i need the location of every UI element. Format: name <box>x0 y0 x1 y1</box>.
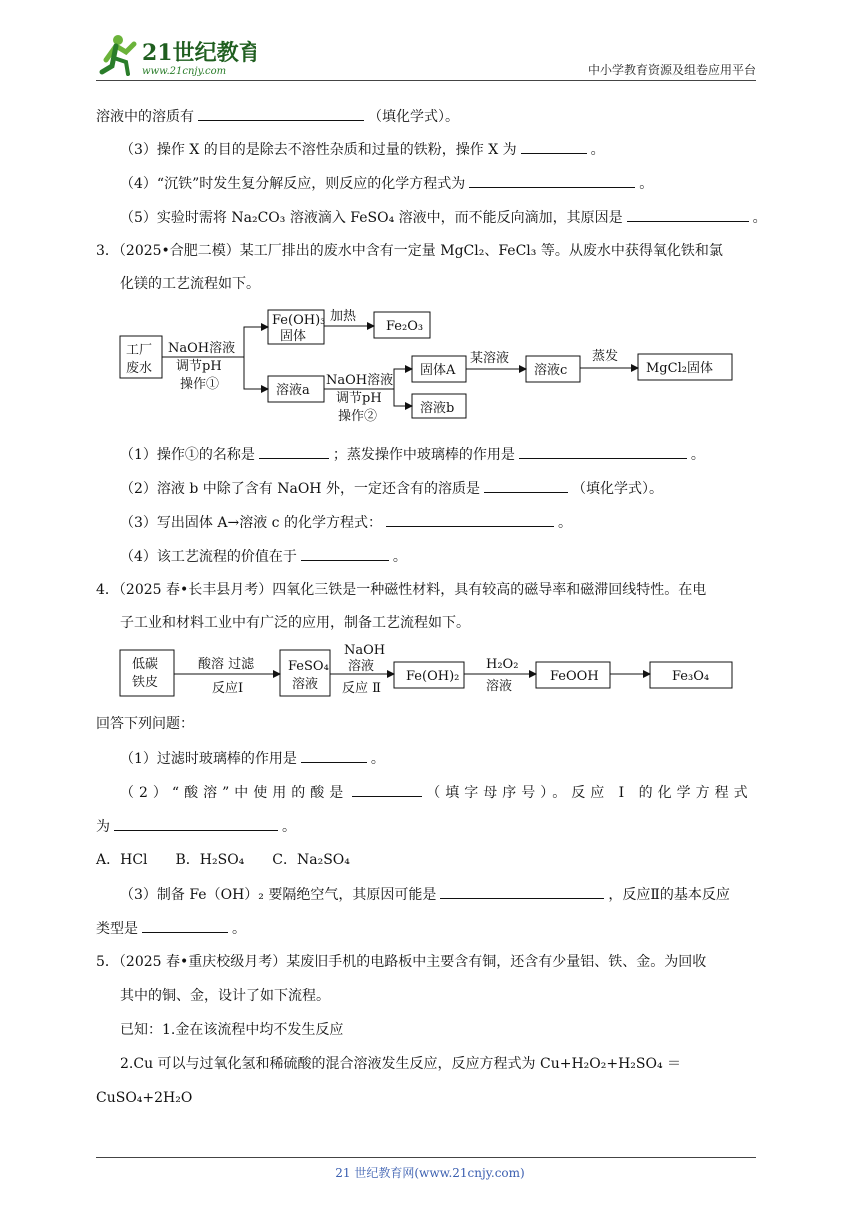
header-divider <box>96 80 756 81</box>
answer-blank[interactable] <box>627 207 749 222</box>
step2-op: 操作② <box>338 409 378 424</box>
footer-divider <box>96 1157 756 1158</box>
logo-url: www.21cnjy.com <box>142 66 227 77</box>
flowchart-1 <box>116 302 756 431</box>
step1-reagent: NaOH溶液 <box>168 341 236 356</box>
logo <box>96 32 256 78</box>
text-line: （3）写出固体 A→溶液 c 的化学方程式： 。 <box>120 512 790 533</box>
answer-blank[interactable] <box>352 782 422 797</box>
fe2o3-label: Fe₂O₃ <box>386 319 424 334</box>
mgcl2-label: MgCl₂固体 <box>646 361 713 376</box>
step1-label: 酸溶 过滤 <box>198 657 255 672</box>
text-line: （2）“酸溶”中使用的酸是 （填字母序号）。反应 Ⅰ 的化学方程式 <box>120 782 790 803</box>
text-line: （4）该工艺流程的价值在于 。 <box>120 546 790 567</box>
answer-blank[interactable] <box>440 884 604 899</box>
text-line: （4）“沉铁”时发生复分解反应，则反应的化学方程式为 。 <box>120 173 790 194</box>
step1-ph: 调节pH <box>176 359 222 374</box>
answer-blank[interactable] <box>386 512 554 527</box>
feoh3-label: Fe(OH)₃ <box>272 313 326 328</box>
text-line: （3）操作 X 的目的是除去不溶性杂质和过量的铁粉，操作 X 为 。 <box>120 139 790 160</box>
question-4-options: A．HCl B．H₂SO₄ C．Na₂SO₄ <box>96 852 350 868</box>
text-line: （2）溶液 b 中除了含有 NaOH 外，一定还含有的溶质是 （填化学式）。 <box>120 478 790 499</box>
feooh-label: FeOOH <box>550 669 599 684</box>
step2-state: 溶液 <box>348 659 375 674</box>
waste-label-2: 废水 <box>126 361 153 376</box>
text-line: （3）制备 Fe（OH）₂ 要隔绝空气，其原因可能是 ，反应Ⅱ的基本反应 <box>120 884 790 905</box>
step2-ph: 调节pH <box>336 391 382 406</box>
question-4-stem: 4．（2025 春•长丰县月考）四氧化三铁是一种磁性材料，具有较高的磁导率和磁滞回线特性。在电 <box>96 582 707 598</box>
reagent-label: 某溶液 <box>470 351 510 366</box>
step2-reagent: NaOH溶液 <box>326 373 394 388</box>
h2o2-state: 溶液 <box>486 679 513 694</box>
feoh3-state: 固体 <box>280 329 307 344</box>
answer-blank[interactable] <box>114 816 278 831</box>
sol-b-label: 溶液b <box>420 401 455 416</box>
text-line: 溶液中的溶质有 （填化学式）。 <box>96 106 766 127</box>
heat-label: 加热 <box>330 309 357 324</box>
text-line: （5）实验时需将 Na₂CO₃ 溶液滴入 FeSO₄ 溶液中，而不能反向滴加，其原因是 。 <box>120 207 790 228</box>
sol-c-label: 溶液c <box>534 363 568 378</box>
question-3-stem-cont: 化镁的工艺流程如下。 <box>120 276 260 292</box>
flowchart-2 <box>116 640 756 710</box>
footer-text: 21 世纪教育网(www.21cnjy.com) <box>335 1166 525 1180</box>
step2-reagent: NaOH <box>344 643 386 658</box>
fe3o4-label: Fe₃O₄ <box>672 669 710 684</box>
known-2: 2.Cu 可以与过氧化氢和稀硫酸的混合溶液发生反应，反应方程式为 Cu+H₂O₂+H₂SO₄ ＝ <box>120 1056 682 1072</box>
question-5-stem-cont: 其中的铜、金，设计了如下流程。 <box>120 988 330 1004</box>
feoh2-label: Fe(OH)₂ <box>406 669 460 684</box>
feso4-state: 溶液 <box>292 677 319 692</box>
platform-name: 中小学教育资源及组卷应用平台 <box>587 63 756 77</box>
logo-runner-icon <box>96 32 256 78</box>
reaction-2-label: 反应 Ⅱ <box>342 681 381 696</box>
answer-blank[interactable] <box>301 748 367 763</box>
answer-blank[interactable] <box>484 478 568 493</box>
logo-text: 21世纪教育 <box>142 40 256 66</box>
text-line: （1）操作①的名称是 ；蒸发操作中玻璃棒的作用是 。 <box>120 444 790 465</box>
answer-blank[interactable] <box>519 444 687 459</box>
known-1: 已知：1.金在该流程中均不发生反应 <box>120 1022 344 1038</box>
answer-blank[interactable] <box>521 139 587 154</box>
answer-blank[interactable] <box>198 106 364 121</box>
reaction-1-label: 反应I <box>212 681 244 696</box>
text-line: 类型是 。 <box>96 918 766 939</box>
start-label-2: 铁皮 <box>132 675 159 690</box>
question-4-intro: 回答下列问题： <box>96 716 194 732</box>
sol-a-label: 溶液a <box>276 383 310 398</box>
waste-label-1: 工厂 <box>126 343 153 358</box>
answer-blank[interactable] <box>469 173 635 188</box>
evap-label: 蒸发 <box>592 349 619 364</box>
solid-a-label: 固体A <box>420 363 456 378</box>
known-2-cont: CuSO₄+2H₂O <box>96 1090 193 1106</box>
text-line: （1）过滤时玻璃棒的作用是 。 <box>120 748 790 769</box>
answer-blank[interactable] <box>142 918 228 933</box>
answer-blank[interactable] <box>259 444 329 459</box>
question-3-stem: 3．（2025•合肥二模）某工厂排出的废水中含有一定量 MgCl₂、FeCl₃ 等。从废水中获得氧化铁和氯 <box>96 243 723 259</box>
answer-blank[interactable] <box>301 546 389 561</box>
question-4-stem-cont: 子工业和材料工业中有广泛的应用，制备工艺流程如下。 <box>120 615 470 631</box>
h2o2-label: H₂O₂ <box>486 657 519 672</box>
question-5-stem: 5．（2025 春•重庆校级月考）某废旧手机的电路板中主要含有铜，还含有少量铝、铁、金。为回收 <box>96 954 707 970</box>
text-line: 为 。 <box>96 816 766 837</box>
step1-op: 操作① <box>180 377 220 392</box>
start-label-1: 低碳 <box>132 657 159 672</box>
feso4-label: FeSO₄ <box>288 659 329 674</box>
